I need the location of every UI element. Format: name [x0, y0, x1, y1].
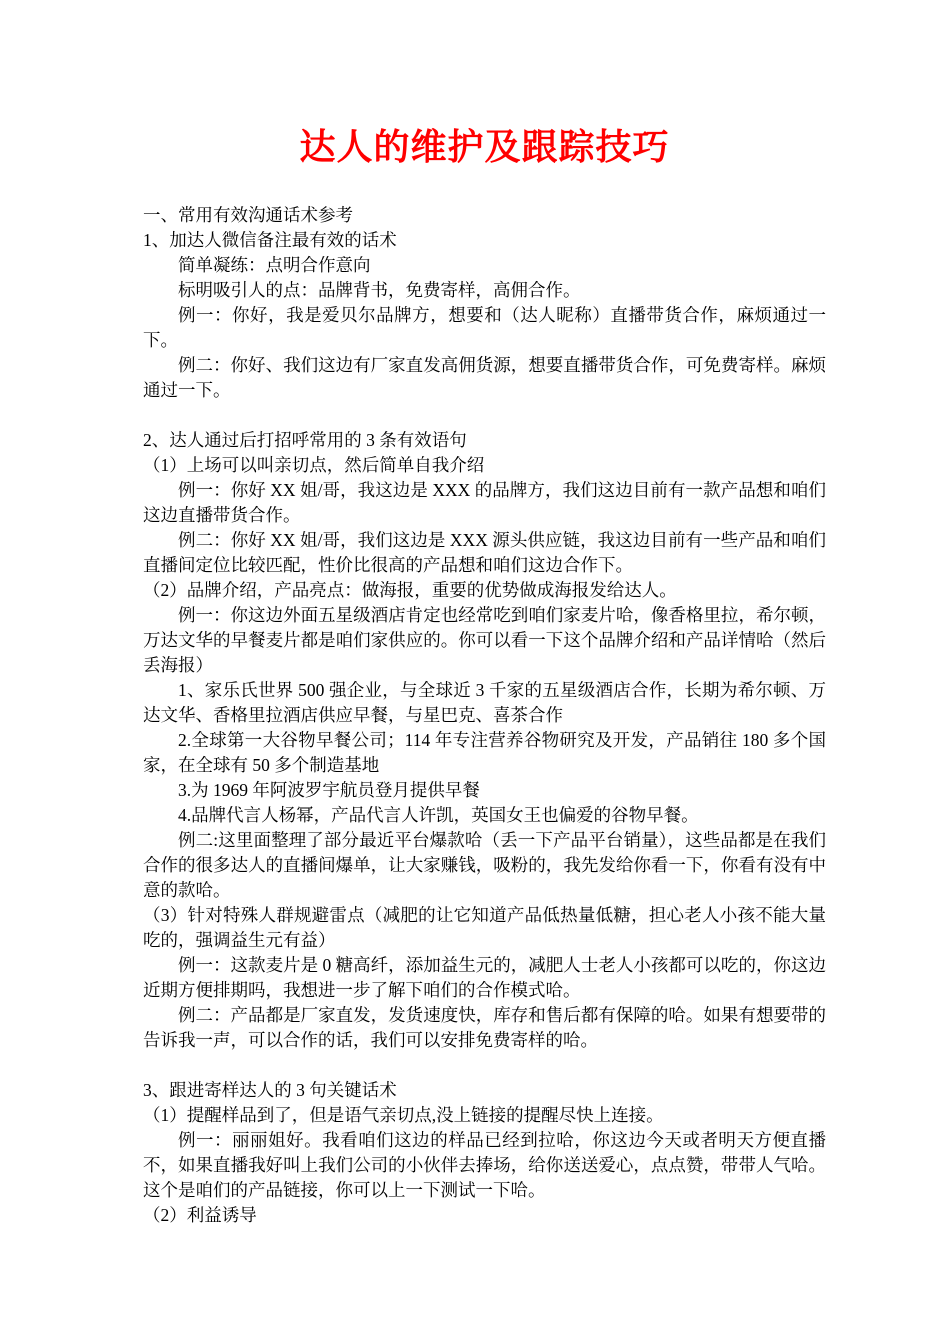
paragraph: 1、家乐氏世界 500 强企业，与全球近 3 千家的五星级酒店合作，长期为希尔顿、万达文华、香格里拉酒店供应早餐，与星巴克、喜茶合作	[143, 680, 826, 725]
paragraph: 例二：你好 XX 姐/哥，我们这边是 XXX 源头供应链，我这边目前有一些产品和咱们直播间定位比较匹配，性价比很高的产品想和咱们这边合作下。	[143, 530, 826, 575]
paragraph: 2.全球第一大谷物早餐公司；114 年专注营养谷物研究及开发，产品销往 180 多个国家，在全球有 50 多个制造基地	[143, 730, 826, 775]
paragraph: 例二:这里面整理了部分最近平台爆款哈（丢一下产品平台销量），这些品都是在我们合作的很多达人的直播间爆单，让大家赚钱，吸粉的，我先发给你看一下，你看有没有中意的款哈。	[143, 830, 826, 900]
paragraph: 例一：你好，我是爱贝尔品牌方，想要和（达人昵称）直播带货合作，麻烦通过一下。	[143, 305, 826, 350]
paragraph: 例二：产品都是厂家直发，发货速度快，库存和售后都有保障的哈。如果有想要带的告诉我一声，可以合作的话，我们可以安排免费寄样的哈。	[143, 1005, 826, 1050]
paragraph: （1）上场可以叫亲切点，然后简单自我介绍	[143, 455, 485, 475]
paragraph: 例一：丽丽姐好。我看咱们这边的样品已经到拉哈，你这边今天或者明天方便直播不，如果直播我好叫上我们公司的小伙伴去捧场，给你送送爱心，点点赞，带带人气哈。这个是咱们的产品链接，你可以上一下测试一下哈。	[143, 1130, 826, 1200]
paragraph: 例一：这款麦片是 0 糖高纤，添加益生元的，减肥人士老人小孩都可以吃的，你这边近期方便排期吗，我想进一步了解下咱们的合作模式哈。	[143, 955, 826, 1000]
paragraph: （1）提醒样品到了，但是语气亲切点,没上链接的提醒尽快上连接。	[143, 1105, 664, 1125]
paragraph: （2）利益诱导	[143, 1205, 257, 1225]
paragraph: 3、跟进寄样达人的 3 句关键话术	[143, 1080, 397, 1100]
paragraph: 例一：你这边外面五星级酒店肯定也经常吃到咱们家麦片哈，像香格里拉，希尔顿，万达文华的早餐麦片都是咱们家供应的。你可以看一下这个品牌介绍和产品详情哈（然后丢海报）	[143, 605, 826, 675]
paragraph: 例二：你好、我们这边有厂家直发高佣货源，想要直播带货合作，可免费寄样。麻烦通过一下。	[143, 355, 826, 400]
document-title: 达人的维护及跟踪技巧	[299, 127, 670, 168]
paragraph: （2）品牌介绍，产品亮点：做海报，重要的优势做成海报发给达人。	[143, 580, 677, 600]
paragraph: 2、达人通过后打招呼常用的 3 条有效语句	[143, 430, 467, 450]
paragraph: 标明吸引人的点：品牌背书，免费寄样，高佣合作。	[178, 280, 581, 300]
paragraph: 一、常用有效沟通话术参考	[143, 205, 353, 225]
paragraph: （3）针对特殊人群规避雷点（减肥的让它知道产品低热量低糖，担心老人小孩不能大量吃的，强调益生元有益）	[143, 905, 826, 950]
paragraph: 4.品牌代言人杨幂，产品代言人许凯，英国女王也偏爱的谷物早餐。	[178, 805, 699, 825]
document-body	[143, 203, 826, 1228]
paragraph: 1、加达人微信备注最有效的话术	[143, 230, 397, 250]
blank-line	[143, 403, 826, 428]
paragraph: 3.为 1969 年阿波罗宇航员登月提供早餐	[178, 780, 480, 800]
paragraph: 例一：你好 XX 姐/哥，我这边是 XXX 的品牌方，我们这边目前有一款产品想和咱们这边直播带货合作。	[143, 480, 826, 525]
blank-line	[143, 1053, 826, 1078]
paragraph: 简单凝练：点明合作意向	[178, 255, 371, 275]
